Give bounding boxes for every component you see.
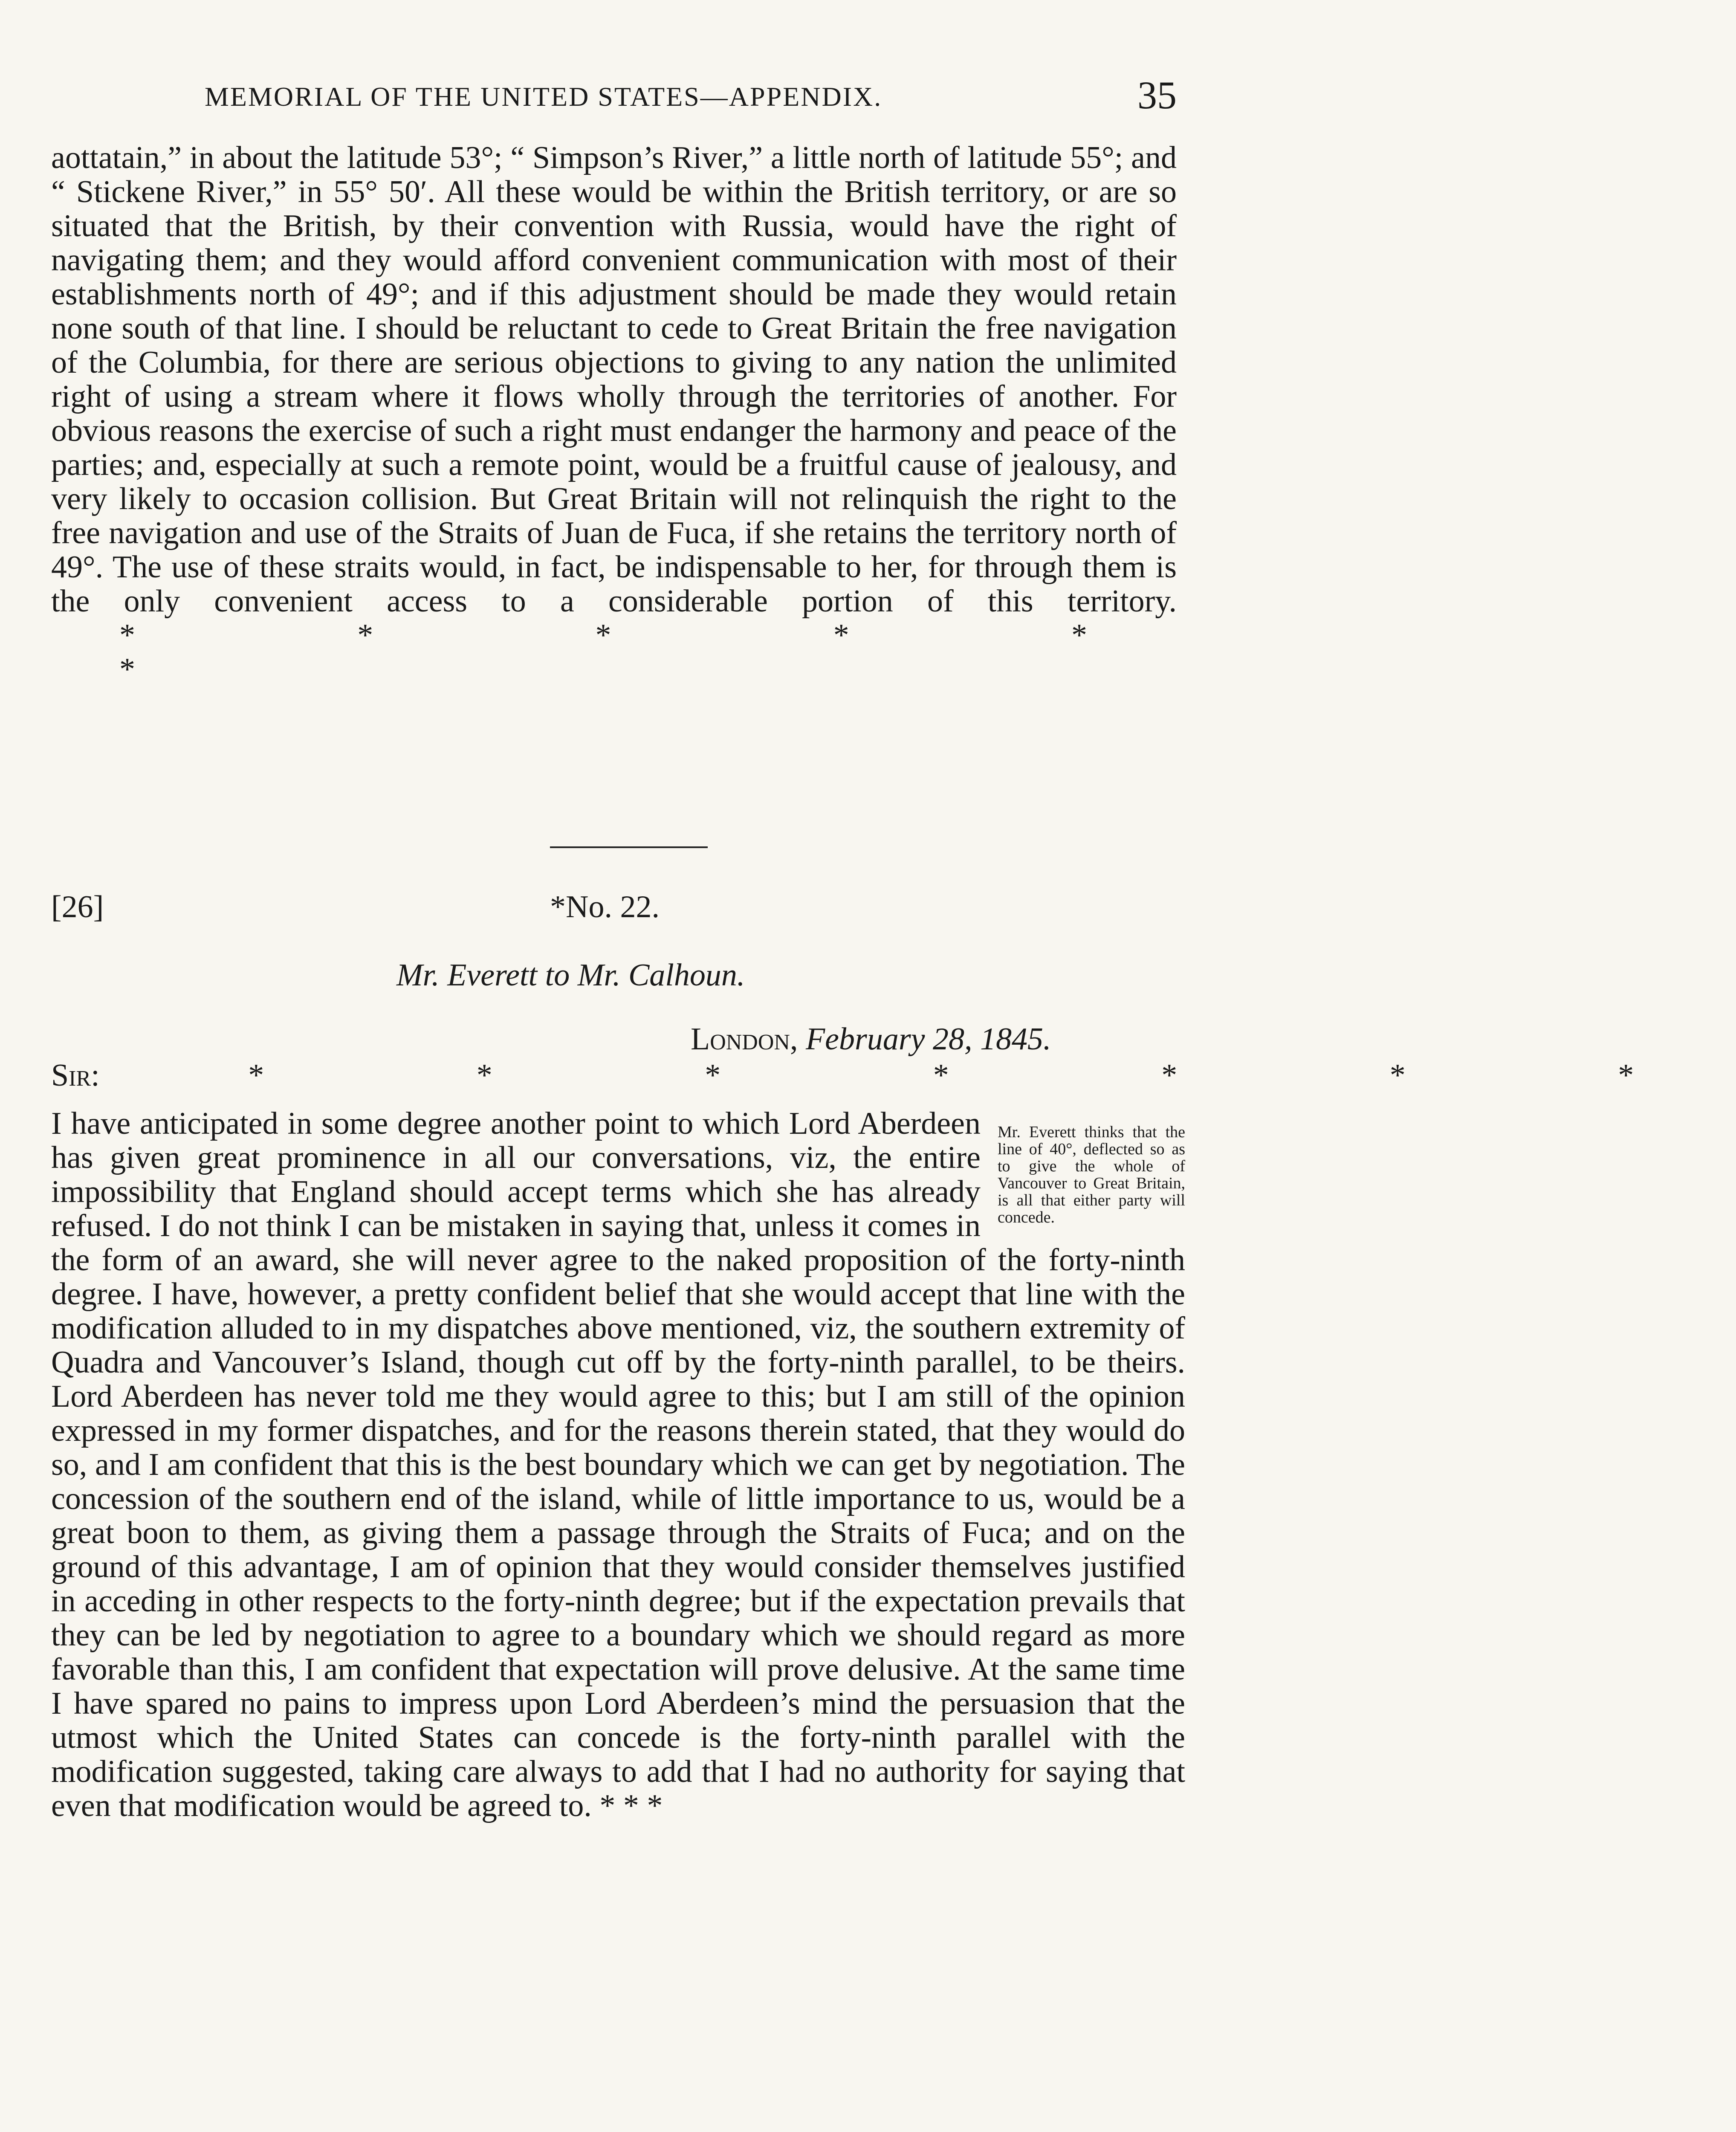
page-header <box>51 72 1177 119</box>
ellipsis-stars: * * * * * * <box>119 618 1177 687</box>
page-number: 35 <box>1137 73 1177 117</box>
letter-body-text: I have anticipated in some degree another point to which Lord Aberdeen has given great prominence in all our conversations, viz, the entire impossibility that England should accept terms which she has already refused. I do not think I can be mistaken in saying that, unless it comes in the form of an award, she will never agree to the naked proposition of the forty-ninth degree. I have, however, a pretty confident belief that she would accept that line with the modification alluded to in my dispatches above mentioned, viz, the southern extremity of Quadra and Vancouver’s Island, though cut off by the forty-ninth parallel, to be theirs. Lord Aberdeen has never told me they would agree to this; but I am still of the opinion expressed in my former dispatches, and for the reasons therein stated, that they would do so, and I am confident that this is the best boundary which we can get by negotiation. The concession of the southern end of the island, while of little importance to us, would be a great boon to them, as giving them a passage through the Straits of Fuca; and on the ground of this advantage, I am of opinion that they would consider themselves justified in acceding in other respects to the forty-ninth degree; but if the expectation prevails that they can be led by negotiation to agree to a boundary which we should regard as more favorable than this, I am confident that expectation will prove delusive. At the same time I have spared no pains to impress upon Lord Aberdeen’s mind the persuasion that the utmost which the United States can concede is the forty-ninth parallel with the modification suggested, taking care always to add that I had no authority for saying that even that modification would be agreed to. <box>51 1106 1185 1823</box>
continuation-paragraph <box>51 141 1177 687</box>
salutation-text: Sir: <box>51 1058 100 1093</box>
dateline-date: February 28, 1845. <box>805 1022 1051 1057</box>
document-number: *No. 22. <box>550 889 660 924</box>
document-reference: [26] <box>51 889 104 924</box>
letter-body <box>51 1107 1185 1823</box>
salutation-stars: * * * * * * * <box>248 1058 1736 1093</box>
dateline-place: London, <box>691 1022 798 1057</box>
dateline <box>691 1021 1051 1057</box>
margin-note: Mr. Everett thinks that the line of 40°, deflected so as to give the whole of Vancouver to Great Britain, is all that either party will concede. <box>998 1123 1185 1226</box>
closing-stars: * * * <box>599 1788 663 1823</box>
section-divider <box>550 846 708 848</box>
running-title: MEMORIAL OF THE UNITED STATES—APPENDIX. <box>205 81 882 112</box>
salutation <box>51 1057 1736 1094</box>
continuation-text: aottatain,” in about the latitude 53°; “ Simpson’s River,” a little north of latitude 55°; and “ Stickene River,” in 55° 50′. All these would be within the British territory, or are so situated that the British, by their convention with Russia, would have the right of navigating them; and they would afford convenient communication with most of their establishments north of 49°; and if this adjustment should be made they would retain none south of that line. I should be reluctant to cede to Great Britain the free navigation of the Columbia, for there are serious objections to giving to any nation the unlimited right of using a stream where it flows wholly through the territories of another. For obvious reasons the exercise of such a right must endanger the harmony and peace of the parties; and, especially at such a remote point, would be a fruitful cause of jealousy, and very likely to occasion collision. But Great Britain will not relinquish the right to the free navigation and use of the Straits of Juan de Fuca, if she retains the territory north of 49°. The use of these straits would, in fact, be indispensable to her, for through them is the only convenient access to a considerable portion of this territory. <box>51 140 1177 619</box>
document-title: Mr. Everett to Mr. Calhoun. <box>396 958 745 993</box>
